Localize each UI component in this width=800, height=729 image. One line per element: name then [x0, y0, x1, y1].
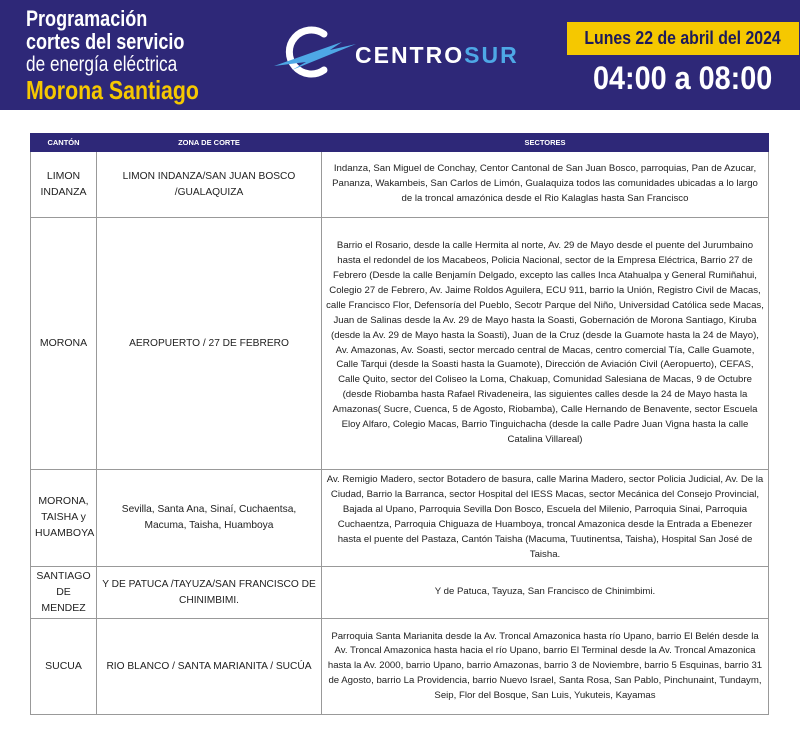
column-header-zona: ZONA DE CORTE	[97, 134, 322, 152]
title-line-2: cortes del servicio	[26, 29, 185, 54]
brand-part-sur: SUR	[464, 42, 519, 68]
cell-sectores: Barrio el Rosario, desde la calle Hermita al norte, Av. 29 de Mayo desde el puente del Jurumbaino hasta el redondel de los Macabeos, Policia Nacional, sector de la Empresa Eléctrica, Barrio 27 de Febrero (Desde la calle Benjamín Delgado, excepto las calles Inca Atahualpa y General Rumiñahui, Colegio 27 de Febrero, Av. Jaime Roldos Aguilera, ECU 911, barrio la Unión, Registro Civil de Macas, calle Francisco Flor, Defensoría del Pueblo, Secotr Parque del Niño, Universidad Católica sede Macas, Juan de Salinas desde la Av. 29 de Mayo hasta la Soasti, Gobernación de Morona Santiago, Kiruba (desde la Av. 29 de Mayo hasta la Soasti), Juan de la Cruz (desde la Guamote hasta la 24 de Mayo), Av. Amazonas, Av. Soasti, sector mercado central de Macas, centro comercial Tía, Calle Guamote, Calle Tarqui (desde la Soasti hasta la Guamote), Dirección de Aviación Civil (Aeropuerto), CEFAS, Calle Quito, sector del Coliseo la Loma, Chakuap, Comunidad Salesiana de Macas, 9 de Octubre (desde Riobamba hasta Rafael Rivadeneira, las siguientes calles desde la 24 de Mayo hasta la Amazonas( Sucre, Cuenca, 5 de Agosto, Riobamba), Calle Hernando de Benavente, sector Escuela Eloy Alfaro, Colegio Macas, Barrio Tinguichacha (desde la calle Padre Juan Vigna hasta la calle Catalina Villareal)	[322, 218, 769, 470]
table-row	[31, 619, 769, 715]
cell-zona: LIMON INDANZA/SAN JUAN BOSCO /GUALAQUIZA	[97, 152, 322, 218]
table-row	[31, 470, 769, 567]
table-row	[31, 152, 769, 218]
time-text: 04:00 a 08:00	[593, 60, 773, 96]
cell-canton: MORONA	[31, 218, 97, 470]
title-line-3: de energía eléctrica	[26, 53, 178, 76]
table-header-row	[31, 134, 769, 152]
cell-sectores: Y de Patuca, Tayuza, San Francisco de Chinimbimi.	[322, 567, 769, 619]
outage-table-wrapper	[30, 133, 768, 715]
date-text: Lunes 22 de abril del 2024	[584, 28, 782, 48]
date-badge	[567, 22, 799, 55]
cell-canton: LIMON INDANZA	[31, 152, 97, 218]
header-banner	[0, 0, 800, 110]
cell-sectores: Parroquia Santa Marianita desde la Av. Troncal Amazonica hasta río Upano, barrio El Belén desde la Av. Troncal Amazonica hasta hacia el río Upano, barrio El Terminal desde la Av. Troncal Amazonica hasta la Av. 2000, barrio Upano, barrio Amazonas, barrio 3 de Noviembre, barrio 5 Esquinas, barrio 31 de Agosto, barrio La Providencia, barrio Nuevo Israel, Santa Rosa, San Pablo, Pinchunaint, Tundaym, Seip, Flor del Bosque, San Luis, Yukuteis, Kayamas	[322, 619, 769, 715]
cell-zona: Sevilla, Santa Ana, Sinaí, Cuchaentsa, Macuma, Taisha, Huamboya	[97, 470, 322, 567]
cell-canton: SUCUA	[31, 619, 97, 715]
cell-sectores: Indanza, San Miguel de Conchay, Centor Cantonal de San Juan Bosco, parroquias, Pan de Azucar, Pananza, Wakambeis, San Carlos de Limón, Gualaquiza todos las comunidades ubicadas a lo largo de la troncal amazónica desde el Rio Kalaglas hasta San Francisco	[322, 152, 769, 218]
column-header-canton: CANTÓN	[31, 134, 97, 152]
title-line-1: Programación	[26, 6, 148, 31]
header-title-block	[26, 8, 226, 103]
cell-zona: AEROPUERTO / 27 DE FEBRERO	[97, 218, 322, 470]
table-row	[31, 218, 769, 470]
brand-part-centro: CENTRO	[355, 42, 465, 68]
brand-name	[355, 42, 519, 69]
cell-zona: RIO BLANCO / SANTA MARIANITA / SUCÚA	[97, 619, 322, 715]
cell-zona: Y DE PATUCA /TAYUZA/SAN FRANCISCO DE CHINIMBIMI.	[97, 567, 322, 619]
centrosur-logo-icon	[272, 24, 362, 80]
table-row	[31, 567, 769, 619]
time-range	[567, 60, 799, 97]
cell-canton: MORONA, TAISHA y HUAMBOYA	[31, 470, 97, 567]
column-header-sectores: SECTORES	[322, 134, 769, 152]
outage-table	[30, 133, 769, 715]
cell-canton: SANTIAGO DE MENDEZ	[31, 567, 97, 619]
cell-sectores: Av. Remigio Madero, sector Botadero de basura, calle Marina Madero, sector Policia Judicial, Av. De la Ciudad, Barrio la Barranca, sector Hospital del IESS Macas, sector Mecánica del Consejo Provincial, Bajada al Upano, Parroquia Sevilla Don Bosco, Escuela del Milenio, Parroquia Sinai, Parroquia Cuchaentza, Parroquia Chiguaza de Huamboya, troncal Amazonica desde la Entrada a Ebenezer hasta el puente del Pastaza, Cantón Taisha (Macuma, Tuutinentsa, Taisha), Hospital San José de Taisha.	[322, 470, 769, 567]
province-name: Morona Santiago	[26, 75, 199, 105]
